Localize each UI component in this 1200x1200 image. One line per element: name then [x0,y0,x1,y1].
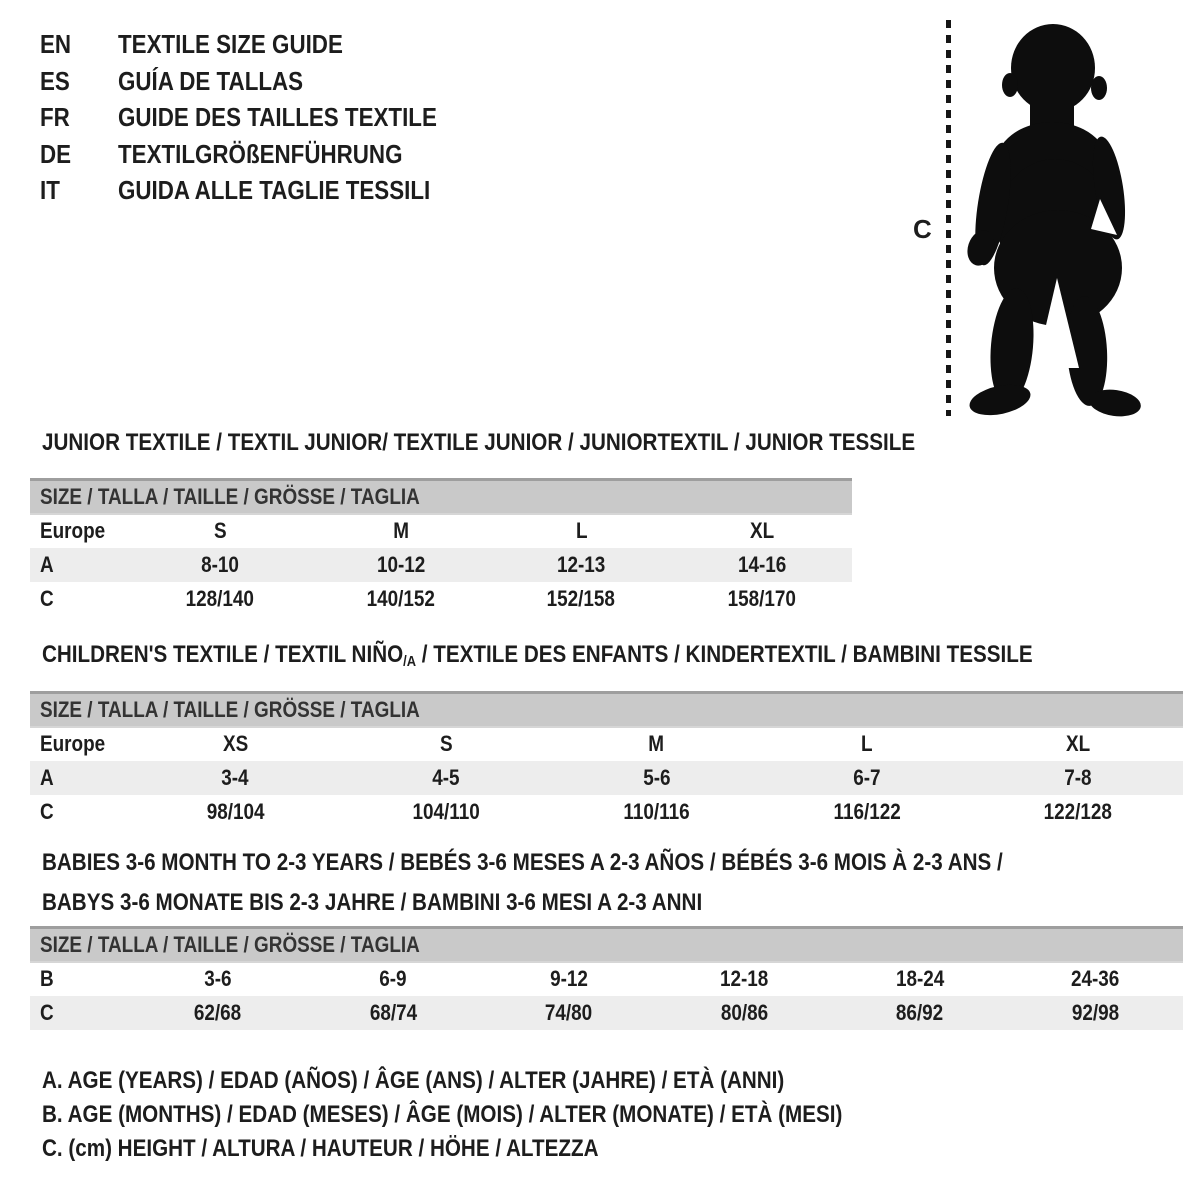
junior-section-title: JUNIOR TEXTILE / TEXTIL JUNIOR/ TEXTILE JUNIOR / JUNIORTEXTIL / JUNIOR TESSILE [42,429,916,456]
footnote: A. AGE (YEARS) / EDAD (AÑOS) / ÂGE (ANS) / ALTER (JAHRE) / ETÀ (ANNI) [42,1067,785,1094]
row-label-cell: B [40,966,54,991]
size-table-header: SIZE / TALLA / TAILLE / GRÖSSE / TAGLIA [30,480,852,514]
language-code: ES [40,65,70,96]
value-cell: 7-8 [1064,764,1092,790]
size-table-header: SIZE / TALLA / TAILLE / GRÖSSE / TAGLIA [30,928,1183,962]
guide-title: GUÍA DE TALLAS [118,65,304,96]
value-cell: XS [222,731,248,756]
table-row [30,962,1183,996]
language-code: EN [40,29,72,59]
size-table-header: SIZE / TALLA / TAILLE / GRÖSSE / TAGLIA [30,693,1183,727]
value-cell: 140/152 [366,585,435,611]
value-cell: 3-4 [221,764,249,790]
value-cell: 4-5 [432,764,460,790]
size-table-header-row [30,693,1183,727]
row-label-cell: C [40,999,54,1025]
guide-title: GUIDA ALLE TAGLIE TESSILI [118,175,431,205]
language-code: DE [40,138,72,169]
row-label-cell: C [40,585,54,611]
value-cell: 152/158 [547,585,616,611]
value-cell: XL [1065,731,1090,756]
table-row [30,582,852,616]
value-cell: 158/170 [727,585,796,611]
value-cell: 14-16 [737,551,786,577]
guide-title: GUIDE DES TAILLES TEXTILE [118,102,437,132]
footnote: B. AGE (MONTHS) / EDAD (MESES) / ÂGE (MOIS) / ALTER (MONATE) / ETÀ (MESI) [42,1101,843,1128]
value-cell: 92/98 [1071,999,1119,1025]
value-cell: S [213,518,227,543]
row-label-cell: C [40,798,54,824]
value-cell: L [861,731,873,756]
value-cell: 6-9 [379,966,407,991]
value-cell: 10-12 [376,551,425,577]
value-cell: 6-7 [853,764,881,790]
value-cell: 24-36 [1071,966,1120,991]
guide-title: TEXTILE SIZE GUIDE [118,29,343,59]
value-cell: 9-12 [549,966,588,991]
value-cell: 98/104 [206,798,265,824]
table-row [30,761,1183,795]
value-cell: 116/122 [833,798,901,824]
size-table-header-row [30,480,852,514]
size-table-header-row [30,928,1183,962]
babies-section-title: BABIES 3-6 MONTH TO 2-3 YEARS / BEBÉS 3-6 MESES A 2-3 AÑOS / BÉBÉS 3-6 MOIS À 2-3 ANS / BABYS 3-6 MONATE BIS 2-3 JAHRE / BAMBINI 3-6 MESI A 2-3 ANNI [42,849,1003,916]
children-size-table [30,691,1183,829]
nino-a-subscript: /A [403,653,417,670]
row-label-cell: Europe [40,731,106,756]
table-row [30,795,1183,829]
table-row [30,727,1183,761]
height-measure-dashed-line [946,20,951,416]
value-cell: 104/110 [412,798,480,824]
value-cell: L [575,518,588,543]
value-cell: XL [749,518,774,543]
value-cell: 8-10 [201,551,240,577]
value-cell: M [392,518,409,543]
language-code: IT [40,175,60,205]
value-cell: M [648,731,665,756]
guide-title: TEXTILGRÖßENFÜHRUNG [118,138,403,169]
value-cell: 68/74 [369,999,417,1025]
table-row [30,996,1183,1030]
babies-size-table [30,926,1183,1030]
value-cell: 3-6 [204,966,232,991]
table-row [30,548,852,582]
value-cell: 80/86 [720,999,768,1025]
junior-size-table [30,478,852,616]
footnote: C. (cm) HEIGHT / ALTURA / HAUTEUR / HÖHE / ALTEZZA [42,1135,599,1162]
value-cell: 62/68 [194,999,242,1025]
language-header [40,26,489,209]
value-cell: 110/116 [623,798,690,824]
height-measure-label: C [913,214,932,244]
value-cell: 18-24 [895,966,944,991]
toddler-silhouette [960,16,1144,418]
children-section-title: CHILDREN'S TEXTILE / TEXTIL NIÑO/A / TEXTILE DES ENFANTS / KINDERTEXTIL / BAMBINI TESSILE [42,641,1033,670]
row-label-cell: Europe [40,518,106,543]
value-cell: 12-18 [720,966,769,991]
language-code: FR [40,102,70,132]
value-cell: 86/92 [896,999,944,1025]
value-cell: 5-6 [642,764,671,790]
value-cell: 74/80 [545,999,593,1025]
value-cell: 128/140 [186,585,255,611]
table-row [30,514,852,548]
row-label-cell: A [40,764,54,790]
footnotes [42,1064,973,1166]
row-label-cell: A [40,551,54,577]
value-cell: 122/128 [1043,798,1112,824]
value-cell: S [439,731,453,756]
value-cell: 12-13 [557,551,606,577]
